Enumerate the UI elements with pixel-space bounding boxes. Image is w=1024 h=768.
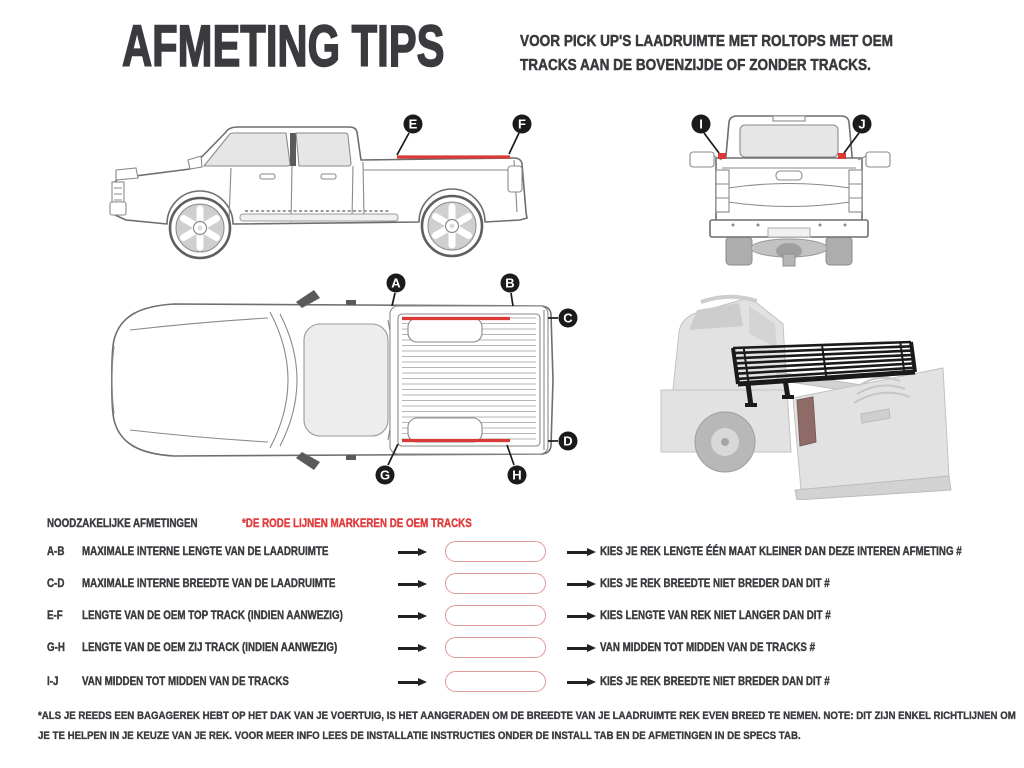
truck-rear-body [690, 116, 890, 266]
oem-tracks-note: *DE RODE LIJNEN MARKEREN DE OEM TRACKS [242, 518, 472, 530]
row-description: MAXIMALE INTERNE BREEDTE VAN DE LAADRUIMTE [82, 578, 336, 590]
marker-f-label: F [518, 116, 526, 132]
tailgate-handle [776, 171, 802, 180]
measurement-input-a-b[interactable] [445, 541, 546, 562]
side-mirror [188, 156, 202, 169]
marker-d [548, 432, 578, 451]
right-mirror [866, 152, 890, 167]
marker-a-label: A [391, 275, 401, 291]
footer-note-line-1: *ALS JE REEDS EEN BAGAGEREK HEBT OP HET DAK VAN JE VOERTUIG, IS HET AANGERADEN OM DE BREEDTE VAN JE LAADRUIMTE REK EVEN BREED TE NEMEN. NOTE: DIT ZIJN ENKEL RICHTLIJNEN OM [38, 710, 1016, 722]
marker-i [692, 115, 720, 154]
measurement-row-c-d [0, 573, 1024, 595]
arrow-right-icon [567, 580, 596, 589]
marker-i-label: I [699, 116, 703, 132]
measurement-row-i-j [0, 671, 1024, 693]
arrow-right-icon [567, 548, 596, 557]
oem-track-mark-j [838, 153, 846, 159]
marker-c-label: C [563, 310, 573, 326]
measurement-input-e-f[interactable] [445, 605, 546, 626]
cab-roof [304, 324, 388, 436]
marker-e [397, 115, 423, 156]
marker-c [548, 309, 578, 328]
page-subtitle [520, 30, 959, 77]
marker-e-label: E [408, 116, 418, 132]
measurement-input-g-h[interactable] [445, 637, 546, 658]
truck-side-view-diagram [100, 108, 560, 270]
arrow-right-icon [567, 612, 596, 621]
measurement-row-e-f [0, 605, 1024, 627]
front-wheel [170, 198, 230, 258]
arrow-right-icon [567, 644, 596, 653]
arrow-right-icon [398, 612, 427, 621]
truck-rear-view-diagram [688, 108, 892, 270]
marker-g-label: G [379, 467, 391, 483]
row-label: I-J [47, 676, 59, 688]
arrow-right-icon [398, 580, 427, 589]
left-mirror [690, 152, 714, 167]
measurement-input-c-d[interactable] [445, 573, 546, 594]
measurement-input-i-j[interactable] [445, 671, 546, 692]
truck-top-view-diagram [100, 268, 600, 502]
marker-b [501, 274, 520, 307]
rear-wheel [422, 196, 482, 256]
row-instruction: KIES JE REK LENGTE ÉÉN MAAT KLEINER DAN DEZE INTEREN AFMETING # [600, 546, 962, 558]
measurement-row-g-h [0, 637, 1024, 659]
arrow-right-icon [398, 548, 427, 557]
marker-a [387, 274, 406, 307]
row-instruction: KIES JE REK BREEDTE NIET BREDER DAN DIT # [600, 578, 830, 590]
row-instruction: KIES LENGTE VAN REK NIET LANGER DAN DIT # [600, 610, 831, 622]
wheel-well-right [408, 418, 482, 442]
tail-light-3d [797, 397, 816, 446]
wheel-well-left [408, 318, 482, 342]
row-label: G-H [47, 642, 65, 654]
marker-b-label: B [505, 275, 515, 291]
oem-track-mark-i [718, 153, 726, 159]
footer-note-line-2: JE TE HELPEN IN JE KEUZE VAN JE REK. VOOR MEER INFO LEES DE INSTALLATIE INSTRUCTIES ONDER DE INSTALL TAB EN DE AFMETINGEN IN DE SPECS TAB. [38, 730, 801, 742]
row-description: MAXIMALE INTERNE LENGTE VAN DE LAADRUIMTE [82, 546, 329, 558]
truck-3d-body [661, 297, 951, 500]
marker-f [509, 115, 532, 155]
tail-light [508, 166, 522, 192]
row-label: E-F [47, 610, 63, 622]
marker-d-label: D [563, 433, 573, 449]
arrow-right-icon [567, 678, 596, 687]
truck-rack-illustration [645, 290, 965, 500]
measurements-heading: NOODZAKELIJKE AFMETINGEN [47, 518, 198, 530]
measurement-row-a-b [0, 541, 1024, 563]
row-instruction: KIES JE REK BREEDTE NIET BREDER DAN DIT # [600, 676, 830, 688]
measurements-heading-row [47, 518, 512, 530]
subtitle-line-1: VOOR PICK UP'S LAADRUIMTE MET ROLTOPS MET OEM [520, 33, 893, 50]
marker-h-label: H [512, 467, 522, 483]
row-description: VAN MIDDEN TOT MIDDEN VAN DE TRACKS [82, 676, 289, 688]
row-label: A-B [47, 546, 65, 558]
row-description: LENGTE VAN DE OEM TOP TRACK (INDIEN AANWEZIG) [82, 610, 343, 622]
subtitle-line-2: TRACKS AAN DE BOVENZIJDE OF ZONDER TRACKS. [520, 56, 871, 74]
footer-note [38, 706, 1024, 746]
row-description: LENGTE VAN DE OEM ZIJ TRACK (INDIEN AANWEZIG) [82, 642, 338, 654]
arrow-right-icon [398, 678, 427, 687]
page-title: AFMETING TIPS [122, 14, 445, 79]
marker-j-label: J [858, 116, 866, 132]
row-instruction: VAN MIDDEN TOT MIDDEN VAN DE TRACKS # [600, 642, 816, 654]
arrow-right-icon [398, 644, 427, 653]
row-label: C-D [47, 578, 65, 590]
